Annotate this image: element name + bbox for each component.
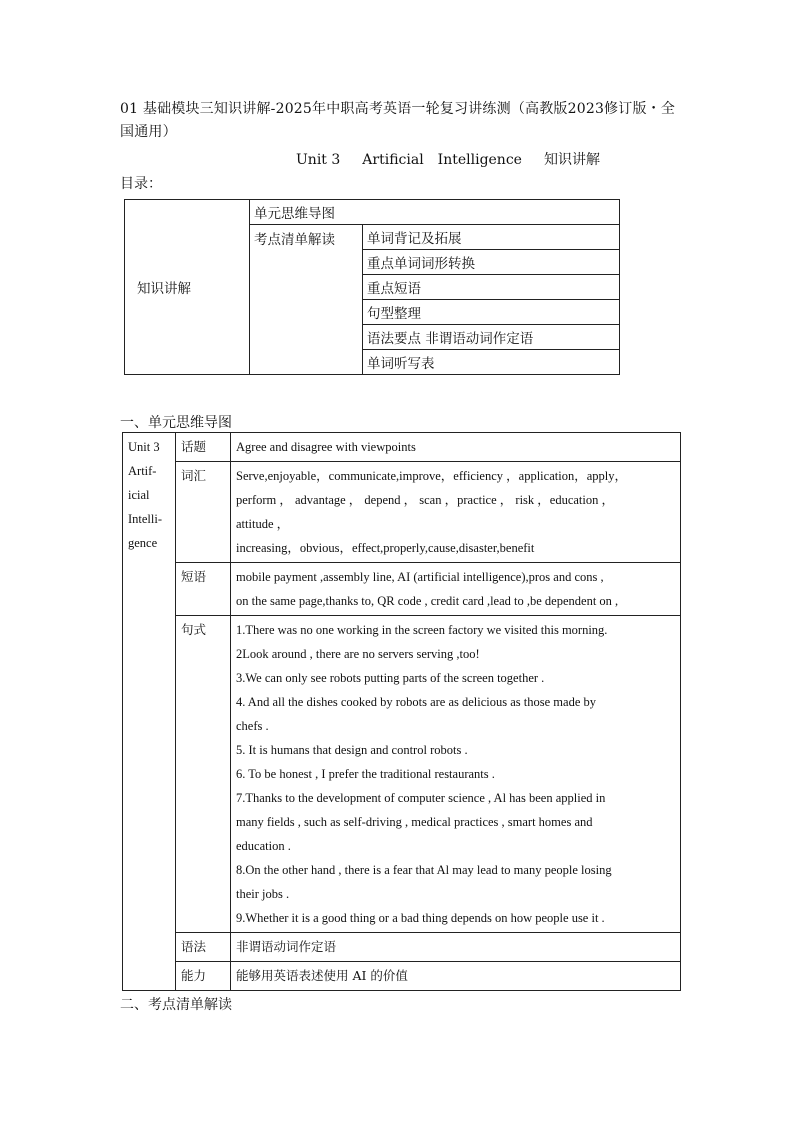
- content-line: 4. And all the dishes cooked by robots are as delicious as those made by: [236, 695, 596, 709]
- ability-content: [231, 962, 681, 991]
- section2-heading: 二、考点清单解读: [120, 997, 232, 1013]
- toc-table: [124, 199, 620, 375]
- row-label-sentences: 句式: [176, 616, 231, 933]
- grammar-content: [231, 933, 681, 962]
- toc-item: 句型整理: [363, 300, 620, 325]
- content-line: 6. To be honest , I prefer the traditional restaurants .: [236, 767, 495, 781]
- toc-item: 语法要点 非谓语动词作定语: [363, 325, 620, 350]
- content-line: Agree and disagree with viewpoints: [236, 440, 416, 454]
- toc-row1: 单元思维导图: [250, 200, 620, 225]
- row-label-vocab: 词汇: [176, 462, 231, 563]
- content-line: attitude ，: [236, 517, 290, 531]
- content-line: 7.Thanks to the development of computer science , Al has been applied in: [236, 791, 606, 805]
- content-line: on the same page,thanks to, QR code , credit card ,lead to ,be dependent on ,: [236, 594, 619, 608]
- content-line: perform ， advantage ， depend ， scan ，practice ， risk ，education ，: [236, 493, 614, 507]
- content-line: 1.There was no one working in the screen factory we visited this morning.: [236, 623, 608, 637]
- unit-name-1: Artificial: [362, 152, 424, 168]
- content-line: 3.We can only see robots putting parts of the screen together .: [236, 671, 545, 685]
- sentences-content: [231, 616, 681, 933]
- section1-heading: 一、单元思维导图: [120, 415, 232, 431]
- unit-cell: [123, 433, 176, 991]
- mindmap-table: [122, 432, 681, 991]
- content-line: 5. It is humans that design and control robots .: [236, 743, 468, 757]
- content-line: many fields , such as self-driving , medical practices , smart homes and: [236, 815, 593, 829]
- toc-item: 重点单词词形转换: [363, 250, 620, 275]
- content-line: 2Look around , there are no servers serving ,too!: [236, 647, 480, 661]
- vocab-content: [231, 462, 681, 563]
- toc-item: 重点短语: [363, 275, 620, 300]
- content-line: 能够用英语表述使用 AI 的价值: [236, 968, 408, 983]
- row-label-topic: 话题: [176, 433, 231, 462]
- row-label-ability: 能力: [176, 962, 231, 991]
- content-line: education .: [236, 839, 291, 853]
- row-label-phrases: 短语: [176, 563, 231, 616]
- content-line: 非谓语动词作定语: [236, 939, 337, 954]
- content-line: mobile payment ,assembly line, AI (artificial intelligence),pros and cons ,: [236, 570, 604, 584]
- unit-number: Unit 3: [296, 152, 341, 168]
- unit-label: 知识讲解: [543, 152, 600, 168]
- unit-heading: [296, 149, 614, 169]
- phrases-content: [231, 563, 681, 616]
- unit-cell-line: Intelli-: [128, 512, 163, 526]
- toc-col1: 知识讲解: [125, 200, 250, 375]
- unit-name-2: Intelligence: [437, 152, 522, 168]
- content-line: their jobs .: [236, 887, 290, 901]
- document-title: 01 基础模块三知识讲解-2025年中职高考英语一轮复习讲练测（高教版2023修订版・全国通用）: [120, 101, 676, 140]
- unit-cell-line: Artif-: [128, 464, 157, 478]
- toc-col2: 考点清单解读: [250, 225, 363, 375]
- unit-cell-line: gence: [128, 536, 158, 550]
- content-line: 8.On the other hand , there is a fear that Al may lead to many people losing: [236, 863, 612, 877]
- content-line: 9.Whether it is a good thing or a bad thing depends on how people use it .: [236, 911, 605, 925]
- row-label-grammar: 语法: [176, 933, 231, 962]
- toc-item: 单词背记及拓展: [363, 225, 620, 250]
- content-line: increasing，obvious，effect,properly,cause,disaster,benefit: [236, 541, 535, 555]
- content-line: chefs .: [236, 719, 269, 733]
- toc-label: 目录：: [120, 176, 162, 192]
- toc-item: 单词听写表: [363, 350, 620, 375]
- topic-content: [231, 433, 681, 462]
- unit-cell-line: icial: [128, 488, 150, 502]
- unit-cell-line: Unit 3: [128, 440, 160, 454]
- content-line: Serve,enjoyable，communicate,improve，efficiency ，application，apply，: [236, 469, 627, 483]
